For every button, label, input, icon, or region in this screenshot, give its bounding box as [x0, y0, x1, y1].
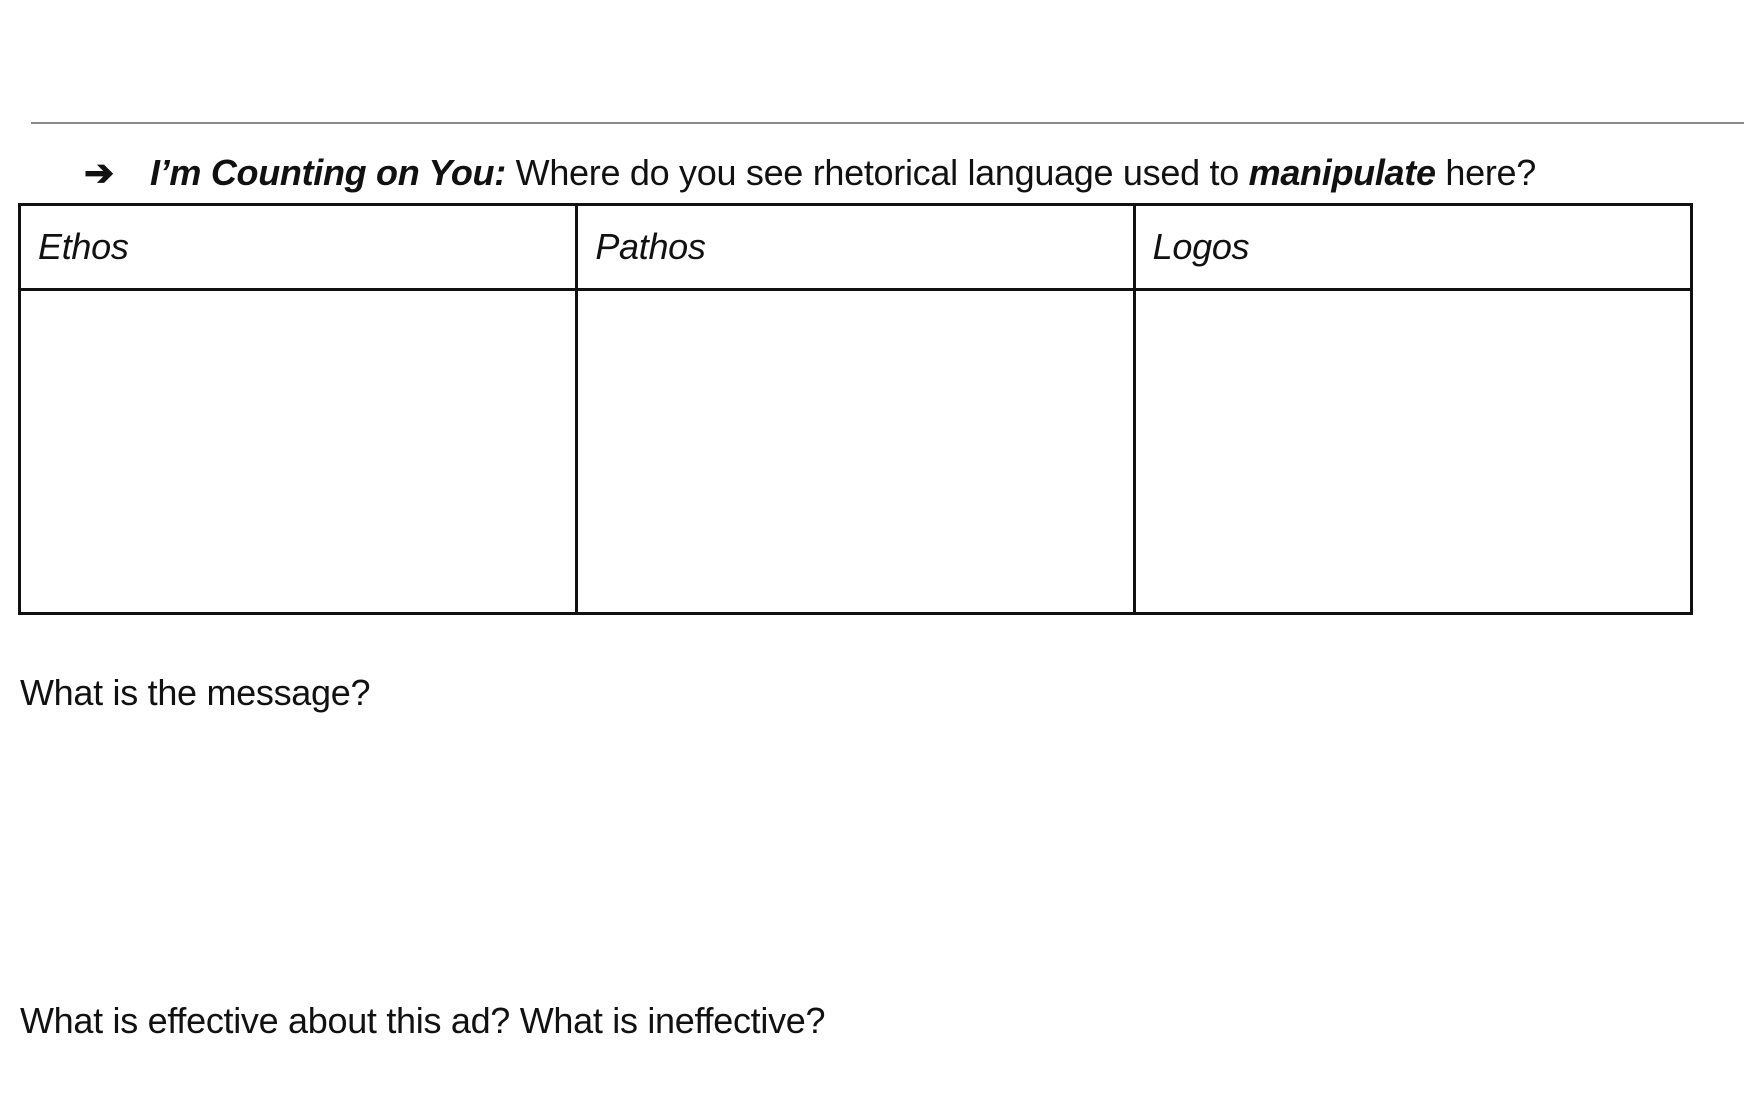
cell-logos[interactable]	[1134, 290, 1691, 614]
header-pathos: Pathos	[577, 205, 1134, 290]
header-logos: Logos	[1134, 205, 1691, 290]
horizontal-divider	[31, 122, 1744, 124]
table-header-row	[20, 205, 1692, 290]
question-message: What is the message?	[20, 672, 371, 713]
prompt-text-after: here?	[1435, 152, 1536, 193]
cell-ethos[interactable]	[20, 290, 577, 614]
header-ethos: Ethos	[20, 205, 577, 290]
prompt-text-before: Where do you see rhetorical language used to	[505, 152, 1249, 193]
prompt-lead: I’m Counting on You:	[150, 152, 506, 193]
arrow-bullet-icon: ➔	[84, 152, 114, 193]
cell-pathos[interactable]	[577, 290, 1134, 614]
prompt-emphasis: manipulate	[1248, 152, 1436, 193]
question-effectiveness: What is effective about this ad? What is ineffective?	[20, 1000, 826, 1041]
prompt-line	[84, 148, 1536, 198]
table-row	[20, 290, 1692, 614]
rhetoric-table	[18, 203, 1693, 615]
